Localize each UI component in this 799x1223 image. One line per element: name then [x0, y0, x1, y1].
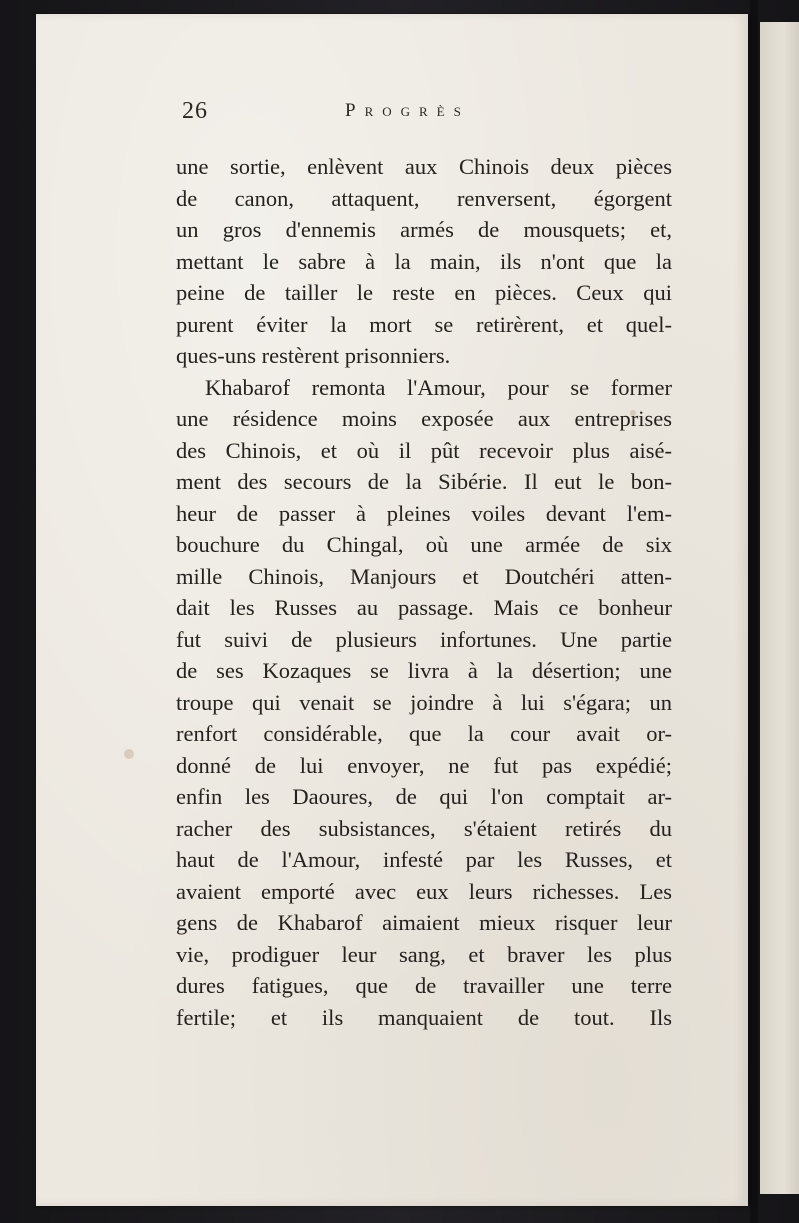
text-line: haut de l'Amour, infesté par les Russes, et [176, 847, 672, 872]
page-header [182, 98, 672, 134]
page-number: 26 [182, 98, 208, 124]
text-line: renfort considérable, que la cour avait or- [176, 721, 672, 746]
text-line: peine de tailler le reste en pièces. Ceux qui [176, 280, 672, 305]
text-line: purent éviter la mort se retirèrent, et quel- [176, 311, 672, 337]
text-line: troupe qui venait se joindre à lui s'égara; un [176, 689, 672, 715]
text-line: un gros d'ennemis armés de mousquets; et, [176, 217, 672, 242]
text-line: fertile; et ils manquaient de tout. Ils [176, 1004, 672, 1030]
body-text [176, 151, 672, 1033]
text-line: une sortie, enlèvent aux Chinois deux pièces [176, 154, 672, 179]
text-line: une résidence moins exposée aux entreprises [176, 406, 672, 431]
text-line: fut suivi de plusieurs infortunes. Une partie [176, 626, 672, 652]
text-line: vie, prodiguer leur sang, et braver les plus [176, 941, 672, 967]
running-title: Progrès [345, 100, 470, 121]
text-line: dures fatigues, que de travailler une terre [176, 973, 672, 998]
text-line: dait les Russes au passage. Mais ce bonheur [176, 595, 672, 620]
text-line: des Chinois, et où il pût recevoir plus aisé- [176, 437, 672, 463]
text-line: mille Chinois, Manjours et Doutchéri atten- [176, 563, 672, 589]
text-line: de ses Kozaques se livra à la désertion; une [176, 658, 672, 683]
text-line: mettant le sabre à la main, ils n'ont que la [176, 248, 672, 274]
text-line: de canon, attaquent, renversent, égorgent [176, 185, 672, 211]
text-line: gens de Khabarof aimaient mieux risquer leur [176, 910, 672, 935]
text-line: donné de lui envoyer, ne fut pas expédié; [176, 752, 672, 778]
text-line: ques-uns restèrent prisonniers. [176, 343, 451, 368]
text-line: avaient emporté avec eux leurs richesses. Les [176, 878, 672, 904]
text-line: heur de passer à pleines voiles devant l'em- [176, 500, 672, 526]
next-page-edge [760, 22, 799, 1194]
paper-stain [124, 749, 134, 759]
text-line: ment des secours de la Sibérie. Il eut le bon- [176, 469, 672, 494]
text-line: racher des subsistances, s'étaient retirés du [176, 815, 672, 841]
text-line: bouchure du Chingal, où une armée de six [176, 532, 672, 557]
text-line: enfin les Daoures, de qui l'on comptait ar- [176, 784, 672, 809]
book-gutter [750, 0, 758, 1223]
paragraph-start-line: Khabarof remonta l'Amour, pour se former [205, 374, 672, 400]
